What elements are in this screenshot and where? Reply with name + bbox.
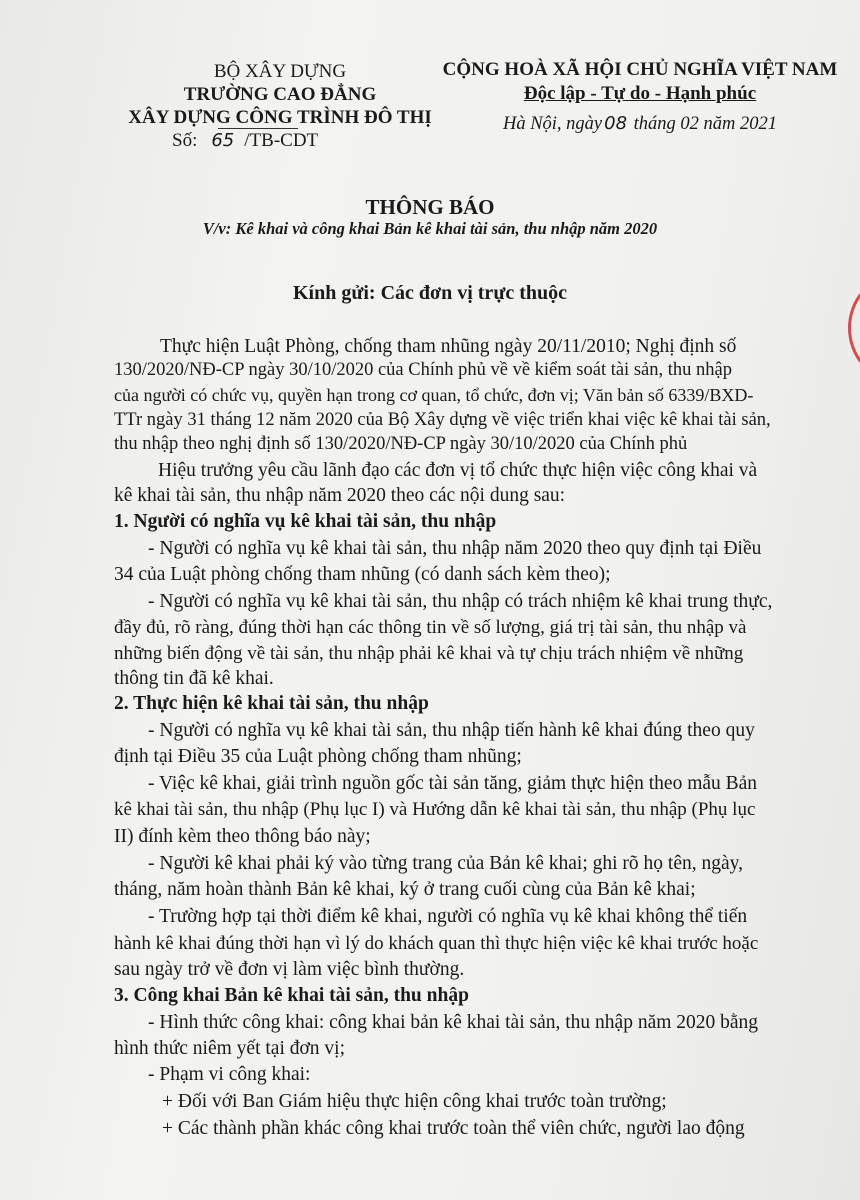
body-line: Thực hiện Luật Phòng, chống tham nhũng ngày 20/11/2010; Nghị định số [160,336,737,357]
document-title: THÔNG BÁO [365,195,495,219]
recipient-line: Kính gửi: Các đơn vị trực thuộc [293,282,567,304]
nation-title: CỘNG HOÀ XÃ HỘI CHỦ NGHĨA VIỆT NAM [442,59,838,80]
date-line [440,112,840,136]
body-line: - Người kê khai phải ký vào từng trang của Bản kê khai; ghi rõ họ tên, ngày, [148,853,743,874]
issuer-block [120,60,440,152]
body-line: - Người có nghĩa vụ kê khai tài sản, thu nhập tiến hành kê khai đúng theo quy [148,720,755,741]
body-line: kê khai tài sản, thu nhập (Phụ lục I) và Hướng dẫn kê khai tài sản, thu nhập (Phụ lục [114,799,756,820]
section-heading-1: 1. Người có nghĩa vụ kê khai tài sản, thu nhập [114,511,497,532]
section-heading-3: 3. Công khai Bản kê khai tài sản, thu nhập [114,985,469,1006]
body-line: 130/2020/NĐ-CP ngày 30/10/2020 của Chính phủ về về kiểm soát tài sản, thu nhập [114,360,732,380]
body-line: - Việc kê khai, giải trình nguồn gốc tài sản tăng, giảm thực hiện theo mẫu Bản [148,773,758,794]
body-line: Hiệu trưởng yêu cầu lãnh đạo các đơn vị tổ chức thực hiện việc công khai và [158,460,758,481]
body-line: sau ngày trở về đơn vị làm việc bình thường. [114,959,465,980]
body-line: kê khai tài sản, thu nhập năm 2020 theo các nội dung sau: [114,485,566,506]
body-line: + Các thành phần khác công khai trước toàn thể viên chức, người lao động [162,1118,745,1139]
body-line: đầy đủ, rõ ràng, đúng thời hạn các thông tin về số lượng, giá trị tài sản, thu nhập và [114,617,747,638]
school-name-line1: TRƯỜNG CAO ĐẲNG [183,84,377,105]
document-subtitle: V/v: Kê khai và công khai Bản kê khai tài sản, thu nhập năm 2020 [202,219,658,238]
number-label: Số: [172,130,198,151]
national-header [440,58,840,136]
header-underline-left [218,128,298,129]
body-line: tháng, năm hoàn thành Bản kê khai, ký ở trang cuối cùng của Bản kê khai; [114,879,696,900]
body-line: định tại Điều 35 của Luật phòng chống tham nhũng; [114,746,522,767]
date-prefix: Hà Nội, ngày [502,114,603,134]
ministry-name: BỘ XÂY DỰNG [213,61,347,82]
body-line: - Hình thức công khai: công khai bản kê khai tài sản, thu nhập năm 2020 bằng [148,1012,759,1033]
body-line: + Đối với Ban Giám hiệu thực hiện công khai trước toàn trường; [162,1091,667,1112]
body-line: hình thức niêm yết tại đơn vị; [114,1038,346,1059]
handwritten-number: 65 [211,130,235,151]
document-number [120,129,440,152]
body-line: II) đính kèm theo thông báo này; [114,826,371,847]
handwritten-day: 08 [604,113,628,134]
section-heading-2: 2. Thực hiện kê khai tài sản, thu nhập [114,693,429,714]
body-line: thu nhập theo nghị định số 130/2020/NĐ-CP ngày 30/10/2020 của Chính phủ [114,434,688,454]
number-suffix: /TB-CDT [244,130,319,151]
school-name-line2: XÂY DỰNG CÔNG TRÌNH ĐÔ THỊ [128,107,432,128]
body-line: - Người có nghĩa vụ kê khai tài sản, thu nhập có trách nhiệm kê khai trung thực, [148,591,773,612]
body-line: - Trường hợp tại thời điểm kê khai, người có nghĩa vụ kê khai không thể tiến [148,906,748,927]
body-line: 34 của Luật phòng chống tham nhũng (có danh sách kèm theo); [114,564,611,585]
body-line: hành kê khai đúng thời hạn vì lý do khách quan thì thực hiện việc kê khai trước hoặc [114,933,759,954]
body-line: - Người có nghĩa vụ kê khai tài sản, thu nhập năm 2020 theo quy định tại Điều [148,538,762,559]
motto: Độc lập - Tự do - Hạnh phúc [523,83,757,104]
body-line: TTr ngày 31 tháng 12 năm 2020 của Bộ Xây dựng về việc triển khai việc kê khai tài sản, [114,410,771,430]
date-suffix: tháng 02 năm 2021 [633,114,778,134]
body-line: những biến động về tài sản, thu nhập phải kê khai và tự chịu trách nhiệm về những [114,643,744,664]
body-line: - Phạm vi công khai: [148,1064,311,1085]
body-line: thông tin đã kê khai. [114,668,274,689]
body-line: của người có chức vụ, quyền hạn trong cơ quan, tổ chức, đơn vị; Văn bản số 6339/BXD- [114,385,754,405]
